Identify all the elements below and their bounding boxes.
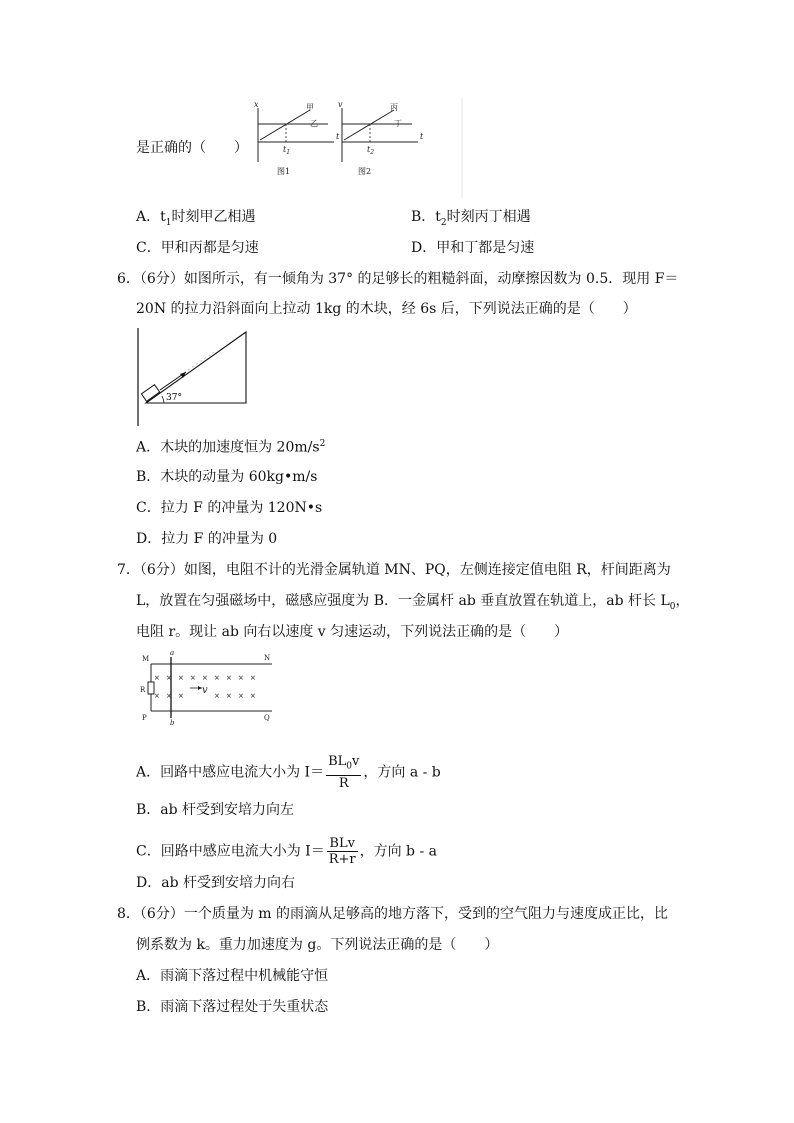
q5-graph1 <box>254 100 340 176</box>
field-x: × <box>238 692 244 700</box>
field-x: × <box>178 692 184 700</box>
incline-angle-label: 37° <box>166 393 182 403</box>
q7-circuit-figure <box>138 648 280 726</box>
q5-option-b: B．$t_2$时刻丙丁相遇 <box>411 209 531 228</box>
q5-g2-xaxis: t <box>420 132 424 141</box>
q5-g2-line2: 丁 <box>394 119 402 128</box>
field-x: × <box>214 674 220 682</box>
q6-option-c: C．拉力 F 的冲量为 120N•s <box>136 500 323 516</box>
label-N: N <box>264 654 271 662</box>
q6-stem-line1: 6．（6分）如图所示，有一倾角为 37° 的足够长的粗糙斜面，动摩擦因数为 0.5．现用 F＝ <box>117 271 679 287</box>
q5-g1-line2: 乙 <box>310 119 318 128</box>
field-x: × <box>178 674 184 682</box>
q5-g1-line1: 甲 <box>306 103 314 112</box>
q8-stem-line1: 8．（6分）一个质量为 m 的雨滴从足够高的地方落下，受到的空气阻力与速度成正比，比 <box>117 906 668 922</box>
field-x: × <box>226 674 232 682</box>
q7-option-d: D．ab 杆受到安培力向右 <box>136 875 295 891</box>
field-x: × <box>214 692 220 700</box>
field-x: × <box>250 674 256 682</box>
q5-option-d: D．甲和丁都是匀速 <box>411 240 535 256</box>
q7-option-c: C．回路中感应电流大小为 I＝ $\frac{\text{BLv}}{R+r}$ ，方向 b - a <box>136 836 437 867</box>
q5-option-c: C．甲和丙都是匀速 <box>136 240 259 256</box>
q5-graph2 <box>338 100 424 176</box>
q5-figure <box>248 98 468 198</box>
field-x: × <box>202 674 208 682</box>
field-x: × <box>154 692 160 700</box>
q6-option-d: D．拉力 F 的冲量为 0 <box>136 531 278 547</box>
q7-a-fraction: $\frac{BL_0v}{R}$ <box>328 754 360 791</box>
label-R: R <box>140 686 146 694</box>
label-b: b <box>170 719 175 726</box>
field-x: × <box>190 674 196 682</box>
wood-block <box>141 385 159 402</box>
q5-g1-caption: 图1 <box>277 167 291 176</box>
label-v: v <box>202 685 208 696</box>
label-a: a <box>170 649 175 657</box>
label-Q: Q <box>264 714 270 722</box>
field-x: × <box>226 692 232 700</box>
q8-option-b: B．雨滴下落过程处于失重状态 <box>136 999 329 1015</box>
q6-option-b: B．木块的动量为 60kg•m/s <box>136 469 318 485</box>
q5-g2-yaxis: v <box>338 100 343 109</box>
q7-option-a: A．回路中感应电流大小为 I＝ $\frac{BL_0v}{R}$ ，方向 a - b <box>136 754 441 791</box>
q7-stem-line3: 电阻 r。现让 ab 向右以速度 v 匀速运动，下列说法正确的是（ ） <box>136 624 569 640</box>
label-P: P <box>142 714 147 722</box>
q5-g2-t: $t_2$ <box>367 145 375 156</box>
q5-option-a: A．$t_1$时刻甲乙相遇 <box>136 209 256 228</box>
q5-g1-t: $t_1$ <box>283 145 291 156</box>
q6-stem-line2: 20N 的拉力沿斜面向上拉动 1kg 的木块，经 6s 后，下列说法正确的是（ ） <box>136 301 637 317</box>
field-x: × <box>154 674 160 682</box>
q7-option-b: B．ab 杆受到安培力向左 <box>136 802 295 818</box>
q7-stem-line1: 7．（6分）如图，电阻不计的光滑金属轨道 MN、PQ，左侧连接定值电阻 R，杆间距离为 <box>117 562 671 578</box>
q7-stem-line2: L，放置在匀强磁场中，磁感应强度为 B．一金属杆 ab 垂直放置在轨道上，ab 杆长 $L_0$， <box>136 593 690 612</box>
q5-g1-xaxis: t <box>336 132 340 141</box>
q8-option-a: A．雨滴下落过程中机械能守恒 <box>136 968 329 984</box>
q7-c-fraction: $\frac{\text{BLv}}{R+r}$ <box>328 836 356 867</box>
label-M: M <box>142 655 150 663</box>
field-x: × <box>238 674 244 682</box>
q8-stem-line2: 例系数为 k。重力加速度为 g。下列说法正确的是（ ） <box>136 937 499 953</box>
field-x: × <box>166 692 172 700</box>
q6-option-a: A．木块的加速度恒为 $20m/s^2$ <box>136 439 326 456</box>
field-x: × <box>250 692 256 700</box>
field-x: × <box>166 674 172 682</box>
q5-g2-caption: 图2 <box>358 167 372 176</box>
q5-g1-yaxis: x <box>254 100 259 109</box>
q5-stem-tail: 是正确的（ ） <box>136 140 248 156</box>
q6-incline-figure <box>130 326 254 428</box>
q5-g2-line1: 丙 <box>390 103 398 112</box>
